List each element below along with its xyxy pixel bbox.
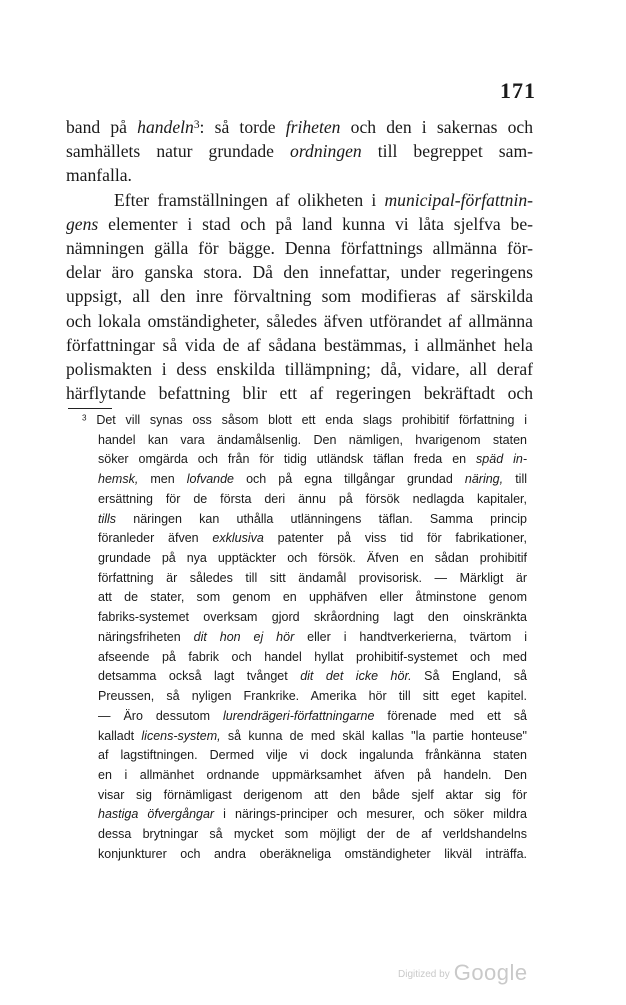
text-run: förenade med ett så <box>374 708 527 723</box>
text-run: Efter framställningen af olikheten i <box>114 189 385 210</box>
footnote-line <box>82 805 527 825</box>
footnote-line <box>82 667 527 687</box>
text-run: patenter på viss tid för fabrikationer, <box>263 531 528 546</box>
text-run: Så England, så <box>411 669 527 684</box>
text-run: fabriks-systemet overksam gjord skråordning lagt den oinskränkta <box>98 610 527 625</box>
footnote-line <box>82 786 527 806</box>
footnote-line <box>82 470 527 490</box>
emphasized-text-run: gens <box>66 213 99 234</box>
emphasized-text-run: friheten <box>285 117 341 137</box>
text-run: kalladt <box>98 728 142 743</box>
text-run: : så torde <box>199 117 286 137</box>
text-run: handel kan vara ändamålsenlig. Den nämligen, hvarigenom staten <box>98 432 527 447</box>
page-number: 171 <box>500 78 536 103</box>
text-line <box>66 333 533 357</box>
text-run: och lokala omständigheter, således äfven utförandet af allmänna <box>66 310 533 331</box>
text-run: konjunkturer och andra oberäkneliga omständigheter likväl inträffa. <box>98 846 527 861</box>
text-run: elementer i stad och på land kunna vi låta sjelfva be- <box>98 213 533 234</box>
emphasized-text-run: hastiga öfvergångar <box>98 807 215 822</box>
text-run: — Äro dessutom <box>98 708 223 723</box>
emphasized-text-run: hemsk, <box>98 472 139 487</box>
text-line <box>66 260 533 284</box>
text-line <box>66 236 533 260</box>
text-line <box>66 115 533 139</box>
text-run: af lagstiftningen. Dermed vilje vi dock ingalunda frånkänna staten <box>98 748 527 763</box>
text-run: föranleder äfven <box>98 531 213 546</box>
footnote-line <box>82 529 527 549</box>
text-line <box>66 139 533 163</box>
emphasized-text-run: lofvande <box>186 472 235 487</box>
text-run: näringen kan uthålla utlänningens täflan. Samma princip <box>116 511 527 526</box>
footnote-line <box>82 411 527 431</box>
footnote-line <box>82 450 527 470</box>
text-line <box>66 212 533 236</box>
watermark-brand: Google <box>453 960 528 985</box>
text-run: och på egna tillgångar grundad <box>234 472 465 487</box>
emphasized-text-run: licens-system, <box>141 728 221 743</box>
text-run: härflytande befattning blir ett af regeringen bekräftadt och <box>66 383 533 404</box>
emphasized-text-run: späd in- <box>476 452 527 467</box>
emphasized-text-run: näring, <box>464 472 504 487</box>
footnote-line <box>82 608 527 628</box>
text-run: samhällets natur grundade <box>66 141 291 162</box>
text-line <box>66 284 533 308</box>
footnote-line <box>82 825 527 845</box>
text-run: till begreppet sam- <box>361 141 534 162</box>
footnote-marker: 3 <box>82 413 87 423</box>
text-run: i närings-principer och mesurer, och söker mildra <box>214 807 527 822</box>
footnote-line <box>82 569 527 589</box>
text-run: men <box>138 472 187 487</box>
text-run: dessa brytningar så mycket som möjligt der de af verldshandelns <box>98 827 527 842</box>
main-body-text <box>66 115 533 405</box>
text-run: författning är således till sitt ändamål provisorisk. — Märkligt är <box>98 570 527 585</box>
footnote-line <box>82 510 527 530</box>
footnote-line <box>82 727 527 747</box>
text-run: till <box>503 472 527 487</box>
emphasized-text-run: ordningen <box>290 141 362 162</box>
text-line <box>66 357 533 381</box>
text-line <box>66 381 533 405</box>
emphasized-text-run: lurendrägeri-författningarne <box>222 708 375 723</box>
footnote-line <box>82 549 527 569</box>
text-run: manfalla. <box>66 165 132 186</box>
emphasized-text-run: municipal-författnin- <box>384 189 533 210</box>
text-line <box>66 163 533 187</box>
emphasized-text-run: dit det icke hör. <box>300 669 412 684</box>
text-run: grundade på nya upptäckter och försök. Äfven en sådan prohibitif <box>98 551 527 566</box>
text-run: delar äro ganska stora. Då den innefattar, under regeringens <box>66 262 533 283</box>
footnote-line <box>82 648 527 668</box>
footnote-reference: 3 <box>193 118 200 131</box>
footnote-line <box>82 766 527 786</box>
footnote <box>82 411 527 865</box>
text-run: så kunna de med skäl kallas "la partie honteuse" <box>220 728 527 743</box>
text-run: polismakten i dess enskilda tillämpning; då, vidare, all deraf <box>66 358 533 379</box>
footnote-line <box>82 490 527 510</box>
footnote-separator-rule <box>68 408 112 409</box>
watermark-prefix: Digitized by <box>398 969 450 980</box>
text-run: och den i sakernas och <box>340 117 533 137</box>
emphasized-text-run: tills <box>98 511 117 526</box>
footnote-line <box>82 845 527 865</box>
footnote-line <box>82 588 527 608</box>
text-run: afseende på fabrik och handel hyllat prohibitif-systemet och med <box>98 649 527 664</box>
emphasized-text-run: dit hon ej hör <box>193 629 295 644</box>
text-run: en i allmänhet ordnande uppmärksamhet äfven på handeln. Den <box>98 767 527 782</box>
text-run: söker omgärda och från för tidig utländsk täflan freda en <box>98 452 477 467</box>
text-line <box>66 309 533 333</box>
emphasized-text-run: handeln <box>137 117 194 137</box>
text-run: band på <box>66 117 138 137</box>
footnote-line <box>82 746 527 766</box>
text-run: näringsfriheten <box>98 629 194 644</box>
text-line <box>66 188 533 212</box>
footnote-line <box>82 431 527 451</box>
text-run: att de stater, som genom en upphäfven eller åtminstone genom <box>98 590 527 605</box>
text-run: eller i handtverkerierna, tvärtom i <box>294 629 527 644</box>
text-run: visar sig förnämligast derigenom att den både sjelf aktar sig för <box>98 787 527 802</box>
footnote-line <box>82 628 527 648</box>
text-run: uppsigt, all den inre förvaltning som modifieras af särskilda <box>66 286 533 307</box>
text-run: nämningen gälla för bägge. Denna författnings allmänna för- <box>66 237 533 258</box>
footnote-line <box>82 687 527 707</box>
footnote-line <box>82 707 527 727</box>
text-run: ersättning för de första deri ännu på försök nedlagda kapitaler, <box>98 491 527 506</box>
text-run: författningar så vida de af sådana bestämmas, i allmänhet hela <box>66 334 533 355</box>
text-run: Preussen, så nyligen Frankrike. Amerika hör till sitt eget kapitel. <box>98 689 527 704</box>
emphasized-text-run: exklusiva <box>212 531 264 546</box>
text-run: Det vill synas oss såsom blott ett enda slags prohibitif författning i <box>96 413 527 427</box>
text-run: detsamma också lagt tvånget <box>98 669 301 684</box>
digitized-by-google-watermark <box>398 960 528 986</box>
